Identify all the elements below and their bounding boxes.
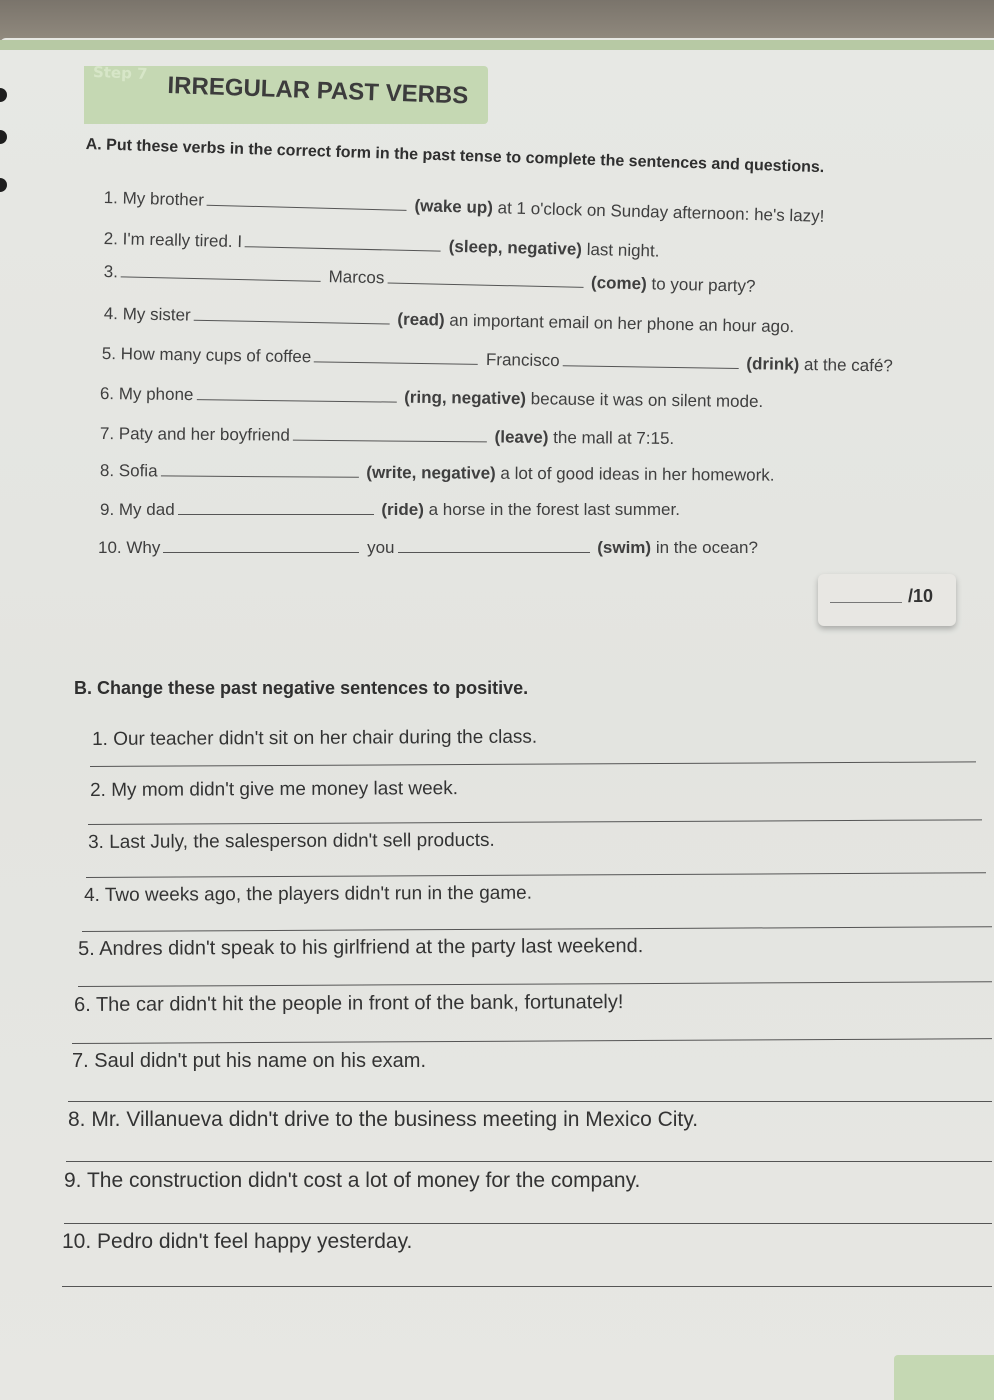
header-stripe	[0, 40, 994, 50]
exercise-a-item-3: 3. Marcos (come) to your party?	[103, 262, 756, 296]
exercise-b-item-5: 5. Andres didn't speak to his girlfriend at the party last weekend.	[78, 935, 644, 960]
answer-line-8[interactable]	[66, 1161, 992, 1162]
exercise-b-item-9: 9. The construction didn't cost a lot of money for the company.	[64, 1169, 641, 1192]
exercise-b-item-10: 10. Pedro didn't feel happy yesterday.	[62, 1230, 413, 1253]
answer-blank[interactable]	[293, 426, 487, 443]
answer-line-9[interactable]	[64, 1223, 992, 1224]
score-box	[818, 574, 956, 626]
answer-blank[interactable]	[387, 268, 583, 287]
page-corner-tab	[894, 1355, 994, 1400]
step-label: Step 7	[92, 63, 148, 83]
exercise-a-item-4: 4. My sister (read) an important email on her phone an hour ago.	[103, 304, 795, 337]
answer-blank[interactable]	[196, 385, 396, 402]
exercise-b-item-7: 7. Saul didn't put his name on his exam.	[72, 1050, 427, 1072]
answer-blank[interactable]	[163, 538, 359, 553]
section-a-instruction: A. Put these verbs in the correct form in the past tense to complete the sentences and questions.	[85, 136, 825, 177]
answer-blank[interactable]	[178, 500, 374, 515]
exercise-b-item-2: 2. My mom didn't give me money last week.	[90, 778, 459, 801]
answer-line-7[interactable]	[68, 1101, 992, 1102]
exercise-b-item-8: 8. Mr. Villanueva didn't drive to the business meeting in Mexico City.	[68, 1108, 699, 1131]
answer-blank[interactable]	[194, 306, 390, 325]
answer-blank[interactable]	[398, 538, 590, 553]
exercise-a-item-5: 5. How many cups of coffee Francisco (drink) at the café?	[101, 344, 893, 376]
exercise-b-item-4: 4. Two weeks ago, the players didn't run in the game.	[84, 882, 533, 906]
answer-line-10[interactable]	[62, 1286, 992, 1287]
answer-blank[interactable]	[563, 351, 739, 369]
page-title: IRREGULAR PAST VERBS	[167, 72, 469, 110]
exercise-b-item-6: 6. The car didn't hit the people in front of the bank, fortunately!	[74, 991, 624, 1016]
exercise-a-item-7: 7. Paty and her boyfriend (leave) the mall at 7:15.	[99, 424, 675, 449]
score-total: /10	[908, 586, 934, 606]
section-b-instruction: B. Change these past negative sentences to positive.	[74, 678, 529, 698]
exercise-a-item-9: 9. My dad (ride) a horse in the forest last summer.	[100, 500, 680, 519]
exercise-a-item-10: 10. Why you (swim) in the ocean?	[98, 538, 758, 557]
answer-blank[interactable]	[314, 347, 478, 365]
answer-blank[interactable]	[121, 262, 321, 282]
exercise-a-item-2: 2. I'm really tired. I (sleep, negative) last night.	[103, 229, 660, 261]
answer-blank[interactable]	[161, 461, 359, 477]
exercise-a-item-8: 8. Sofia (write, negative) a lot of good ideas in her homework.	[99, 461, 775, 485]
score-blank[interactable]	[830, 602, 902, 603]
answer-blank[interactable]	[245, 232, 441, 251]
exercise-a-item-6: 6. My phone (ring, negative) because it was on silent mode.	[99, 384, 764, 412]
exercise-b-item-1: 1. Our teacher didn't sit on her chair during the class.	[92, 726, 538, 750]
exercise-b-item-3: 3. Last July, the salesperson didn't sell products.	[88, 829, 495, 853]
exercise-a-item-1: 1. My brother (wake up) at 1 o'clock on Sunday afternoon: he's lazy!	[103, 188, 825, 226]
